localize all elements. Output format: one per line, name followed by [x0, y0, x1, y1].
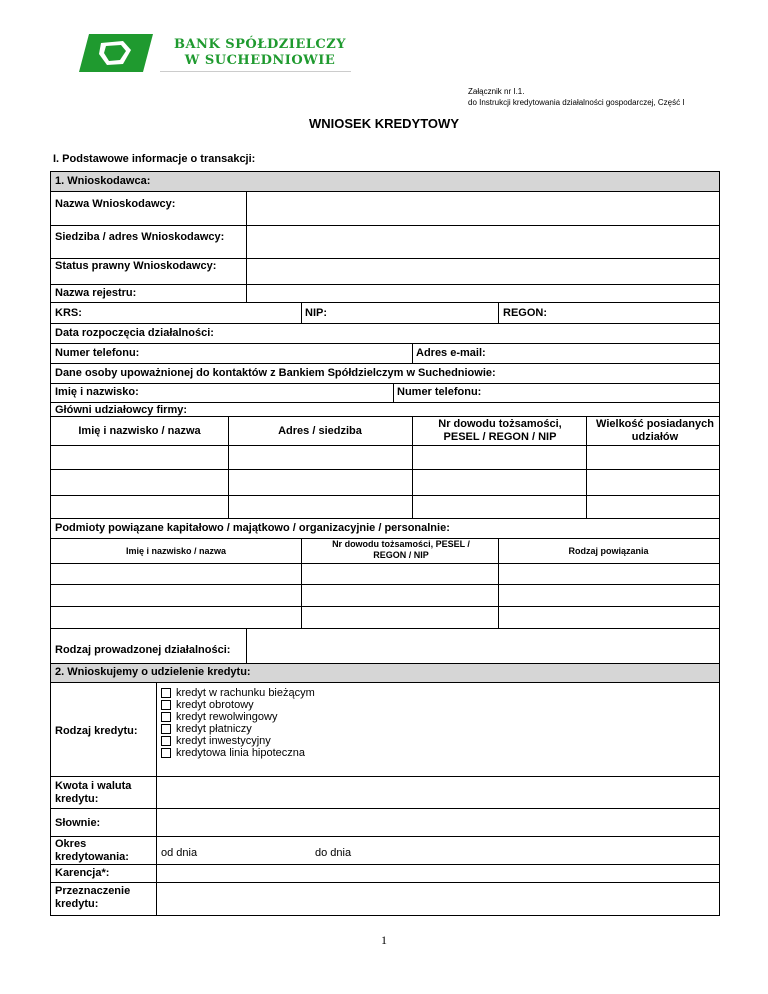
contact-person-label: Dane osoby upoważnionej do kontaktów z Bankiem Spółdzielczym w Suchedniowie: [55, 367, 496, 379]
shareholders-col-address: Adres / siedziba [278, 425, 362, 437]
email-label: Adres e-mail: [416, 347, 486, 359]
bank-logo [79, 34, 153, 72]
shareholders-col-id: Nr dowodu tożsamości, PESEL / REGON / NIP [438, 418, 562, 443]
shareholders-label: Główni udziałowcy firmy: [55, 404, 188, 416]
document-title: WNIOSEK KREDYTOWY [309, 116, 459, 131]
period-label-line2: kredytowania: [55, 851, 129, 863]
related-col-id: Nr dowodu tożsamości, PESEL / REGON / NIP [332, 539, 470, 560]
option-label: kredyt inwestycyjny [176, 735, 271, 747]
section1-heading: I. Podstawowe informacje o transakcji: [53, 153, 256, 165]
annex-line2: do Instrukcji kredytowania działalności gospodarczej, Część I [468, 98, 685, 107]
amount-label-line1: Kwota i waluta [55, 780, 132, 792]
option-checkbox[interactable] [161, 724, 171, 734]
applicant-band-label: 1. Wnioskodawca: [55, 175, 151, 187]
amount-label-line2: kredytu: [55, 793, 99, 805]
option-label: kredyt w rachunku bieżącym [176, 687, 315, 699]
related-col-relation: Rodzaj powiązania [568, 546, 649, 556]
amount-label [55, 780, 131, 806]
purpose-label-line2: kredytu: [55, 898, 99, 910]
krs-label: KRS: [55, 307, 82, 319]
option-checkbox[interactable] [161, 736, 171, 746]
related-col-name: Imię i nazwisko / nazwa [125, 546, 227, 556]
annex-line1: Załącznik nr I.1. [468, 87, 525, 96]
option-checkbox[interactable] [161, 712, 171, 722]
application-form [50, 171, 720, 916]
bank-name-line1: BANK SPÓŁDZIELCZY [173, 37, 346, 52]
credit-band-label: 2. Wnioskujemy o udzielenie kredytu: [55, 666, 251, 678]
nip-label: NIP: [305, 307, 327, 319]
option-label: kredyt płatniczy [176, 723, 252, 735]
registry-label: Nazwa rejestru: [55, 287, 137, 299]
regon-label: REGON: [503, 307, 547, 319]
page-number: 1 [381, 933, 387, 947]
applicant-band [51, 172, 719, 191]
header-divider [160, 71, 351, 72]
grace-label: Karencja*: [55, 867, 110, 879]
bank-name [160, 37, 360, 69]
in-words-label: Słownie: [55, 817, 101, 829]
applicant-address-label: Siedziba / adres Wnioskodawcy: [55, 231, 225, 243]
option-label: kredytowa linia hipoteczna [176, 747, 306, 759]
period-label [55, 838, 129, 864]
start-date-label: Data rozpoczęcia działalności: [55, 327, 214, 339]
shareholders-col-shares: Wielkość posiadanych udziałów [596, 418, 714, 443]
activity-label: Rodzaj prowadzonej działalności: [55, 644, 231, 656]
related-entities-label: Podmioty powiązane kapitałowo / majątkowo / organizacyjnie / personalnie: [55, 522, 450, 534]
to-date-label: do dnia [315, 847, 352, 859]
period-label-line1: Okres [55, 838, 87, 850]
shareholders-col-name: Imię i nazwisko / nazwa [78, 425, 201, 437]
legal-status-label: Status prawny Wnioskodawcy: [55, 260, 217, 272]
option-checkbox[interactable] [161, 688, 171, 698]
credit-type-label: Rodzaj kredytu: [55, 725, 138, 737]
option-label: kredyt rewolwingowy [176, 711, 278, 723]
purpose-label [55, 885, 130, 911]
contact-phone-label: Numer telefonu: [397, 386, 482, 398]
annex-note [468, 86, 685, 108]
option-checkbox[interactable] [161, 700, 171, 710]
bank-name-line2: W SUCHEDNIOWIE [184, 53, 336, 68]
from-date-label: od dnia [161, 847, 198, 859]
purpose-label-line1: Przeznaczenie [55, 885, 131, 897]
applicant-name-label: Nazwa Wnioskodawcy: [55, 198, 176, 210]
option-label: kredyt obrotowy [176, 699, 254, 711]
phone-label: Numer telefonu: [55, 347, 140, 359]
contact-name-label: Imię i nazwisko: [55, 386, 139, 398]
option-checkbox[interactable] [161, 748, 171, 758]
